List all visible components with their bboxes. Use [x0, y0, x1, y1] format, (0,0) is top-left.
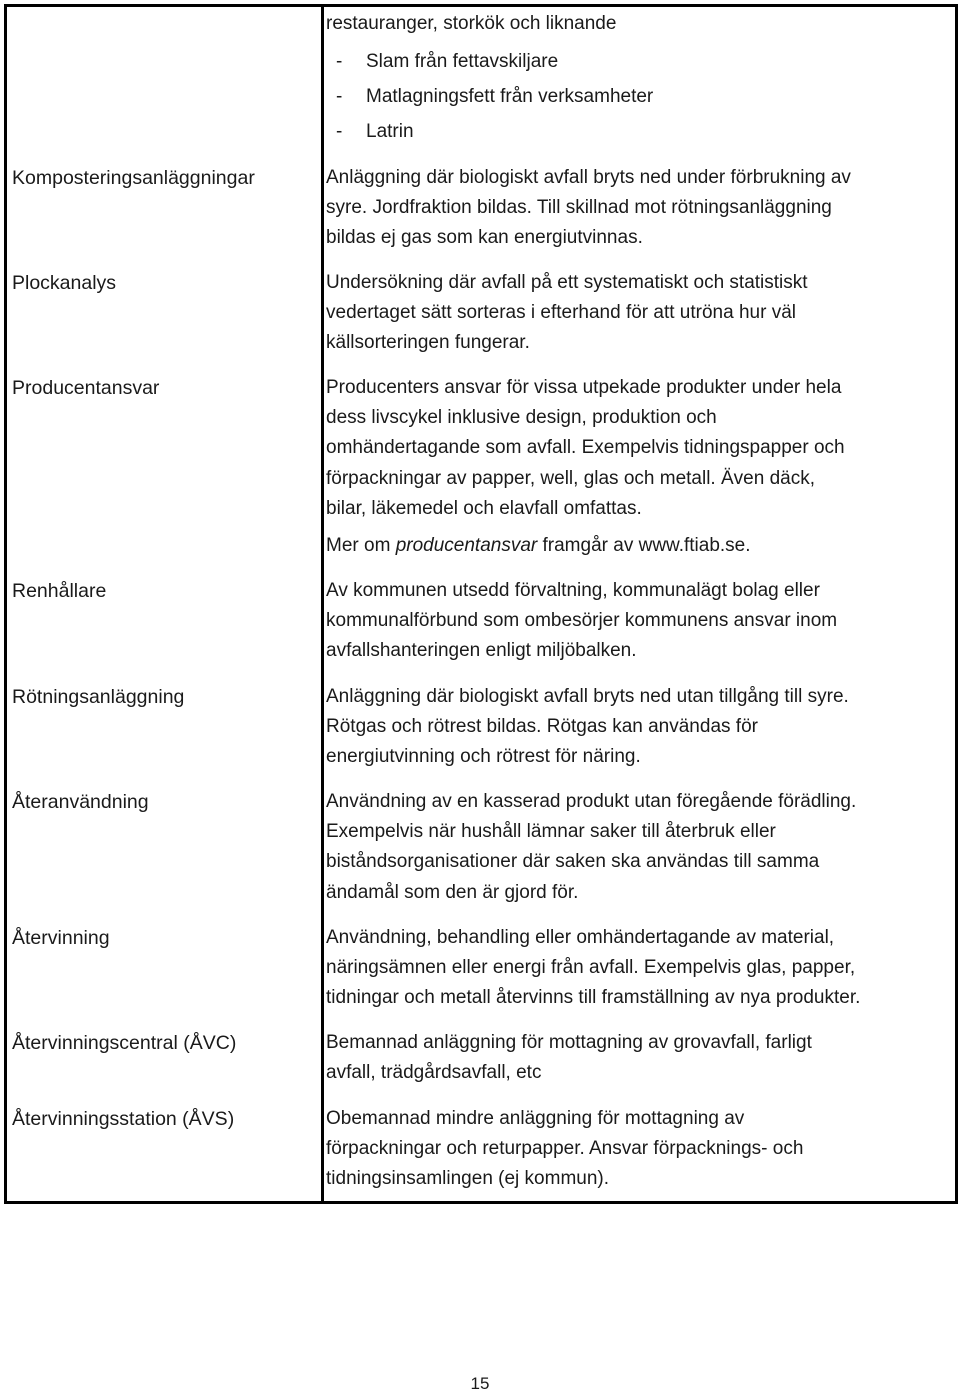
definition-producentansvar: Producenters ansvar för vissa utpekade produkter under hela dess livscykel inklusive design, produktion och omhändertagande som avfall. Exempelvis tidningspapper och förpackningar av papper, well, glas och metall. Även däck, bilar, läkemedel och elavfall omfattas.: [326, 377, 845, 519]
definition-rotningsanlaggning: Anläggning där biologiskt avfall bryts ned utan tillgång till syre. Rötgas och rötrest bildas. Rötgas kan användas för energiutvinning och rötrest för näring.: [326, 686, 849, 768]
list-item: - Latrin: [336, 121, 414, 142]
term-komposteringsanlaggningar: Komposteringsanläggningar: [12, 167, 255, 189]
definition-atervinningscentral: Bemannad anläggning för mottagning av grovavfall, farligt avfall, trädgårdsavfall, etc: [326, 1032, 812, 1084]
term-rotningsanlaggning: Rötningsanläggning: [12, 686, 185, 708]
term-atervinningsstation: Återvinningsstation (ÅVS): [12, 1108, 235, 1130]
term-atervinning: Återvinning: [12, 927, 110, 949]
list-item: - Slam från fettavskiljare: [336, 51, 559, 72]
bullet-list: [326, 44, 653, 149]
definition-komposteringsanlaggningar: Anläggning där biologiskt avfall bryts ned under förbrukning av syre. Jordfraktion bildas. Till skillnad mot rötningsanläggning bildas ej gas som kan energiutvinnas.: [326, 167, 851, 249]
definition-renhallare: Av kommunen utsedd förvaltning, kommunalägt bolag eller kommunalförbund som ombesörjer kommunens ansvar inom avfallshanteringen enligt miljöbalken.: [326, 580, 838, 662]
term-renhallare: Renhållare: [12, 580, 107, 602]
definition-atervinning: Användning, behandling eller omhändertagande av material, näringsämnen eller energi från avfall. Exempelvis glas, papper, tidningar och metall återvinns till framställning av nya produkter.: [326, 927, 861, 1009]
definition-plockanalys: Undersökning där avfall på ett systematiskt och statistiskt vedertaget sätt sorteras i efterhand för att utröna hur väl källsorteringen fungerar.: [326, 272, 808, 354]
intro-line: restauranger, storkök och liknande: [326, 13, 617, 34]
column-divider: [321, 7, 324, 1201]
list-item: - Matlagningsfett från verksamheter: [336, 86, 654, 107]
term-ateranvandning: Återanvändning: [12, 791, 149, 813]
page-number: 15: [470, 1374, 490, 1393]
producentansvar-more-info: Mer om producentansvar framgår av www.ftiab.se.: [326, 535, 751, 556]
term-plockanalys: Plockanalys: [12, 272, 117, 294]
definition-ateranvandning: Användning av en kasserad produkt utan föregående förädling. Exempelvis när hushåll lämnar saker till återbruk eller biståndsorganisationer där saken ska användas till samma ändamål som den är gjord för.: [326, 791, 857, 903]
term-producentansvar: Producentansvar: [12, 377, 160, 399]
producentansvar-emphasis: producentansvar: [395, 535, 538, 556]
term-atervinningscentral: Återvinningscentral (ÅVC): [12, 1032, 237, 1054]
definition-atervinningsstation: Obemannad mindre anläggning för mottagning av förpackningar och returpapper. Ansvar förpacknings- och tidningsinsamlingen (ej kommun).: [326, 1108, 804, 1190]
